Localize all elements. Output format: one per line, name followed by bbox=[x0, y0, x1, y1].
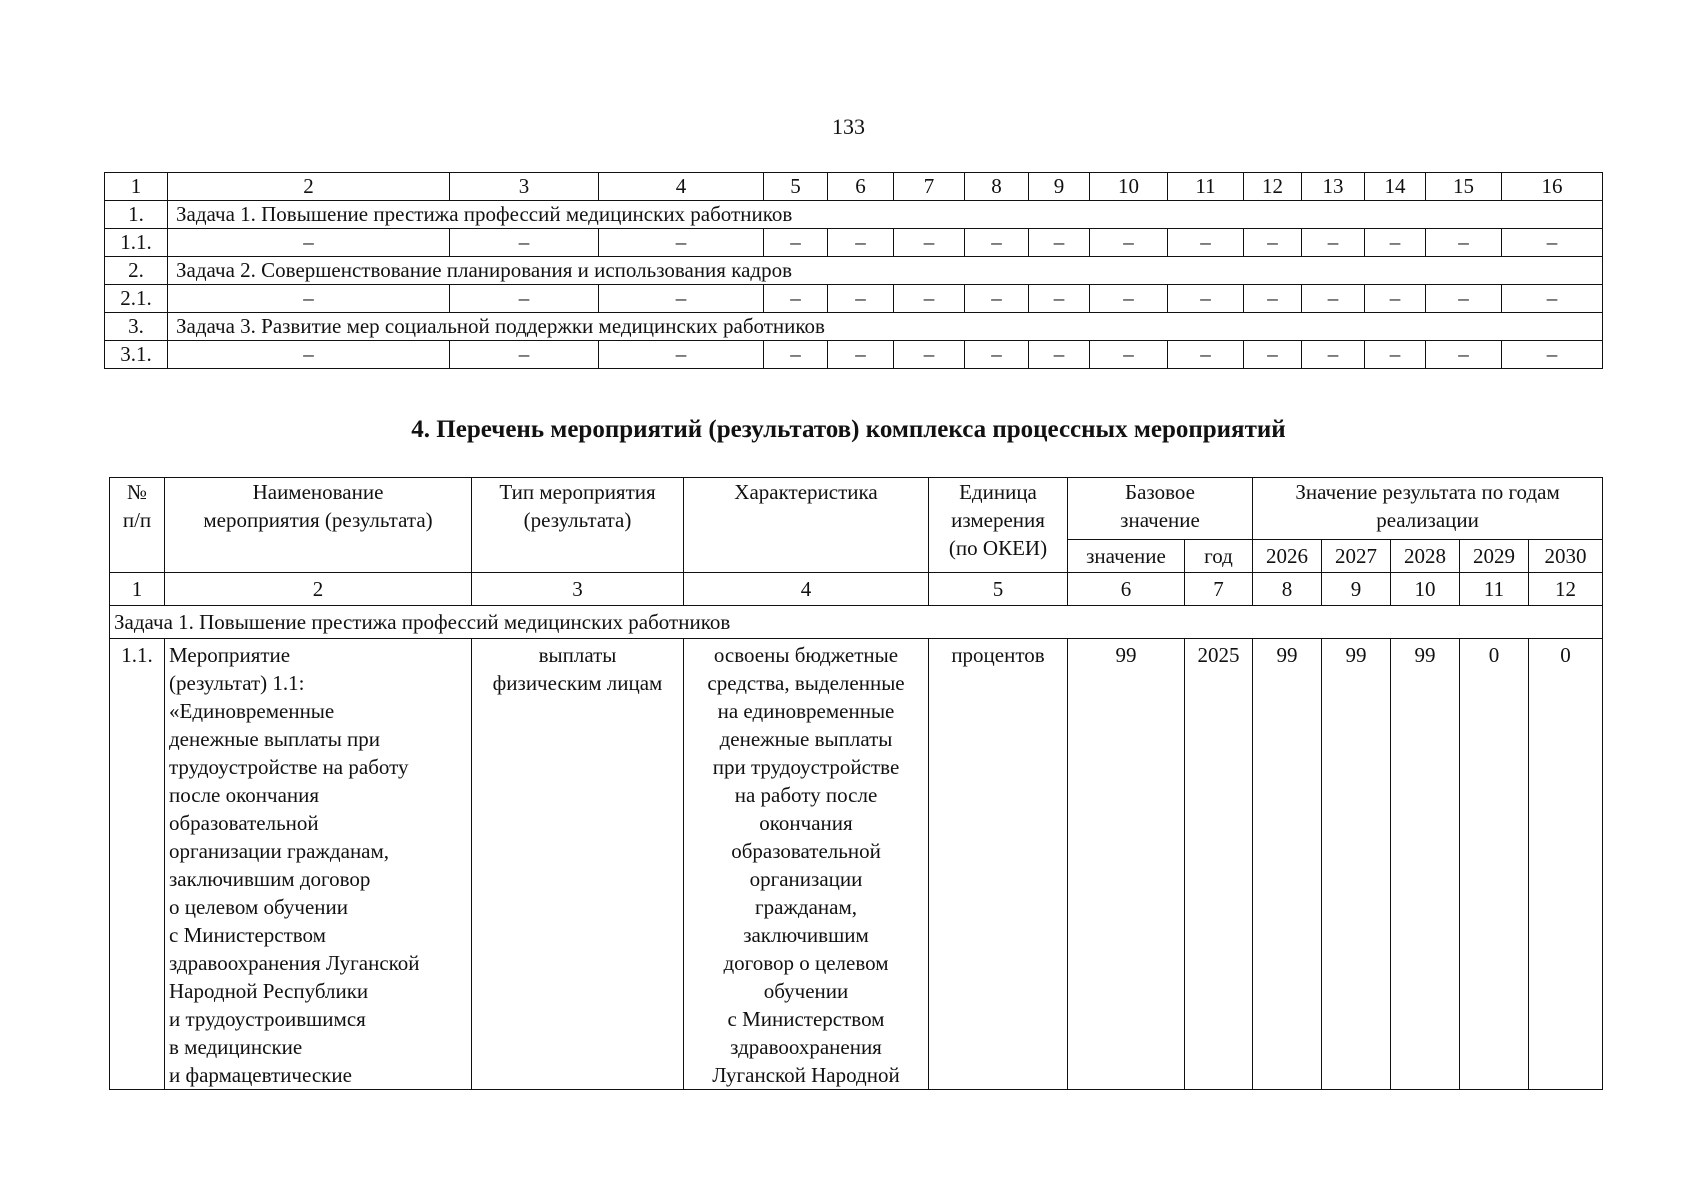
header-unit: Единица измерения (по ОКЕИ) bbox=[929, 478, 1068, 573]
dash-cell: – bbox=[1029, 341, 1090, 369]
header-base-value: значение bbox=[1068, 540, 1185, 573]
task-row bbox=[105, 201, 1603, 229]
dash-cell: – bbox=[1302, 285, 1365, 313]
text-line: освоены бюджетные bbox=[713, 643, 899, 667]
row-num: 1.1. bbox=[105, 229, 168, 257]
text-line: Луганской Народной bbox=[712, 1063, 900, 1087]
dash-cell: – bbox=[599, 285, 764, 313]
dash-cell: – bbox=[1365, 285, 1426, 313]
dash-cell: – bbox=[894, 341, 965, 369]
task-title: Задача 2. Совершенствование планирования и использования кадров bbox=[168, 257, 1603, 285]
text-line: Народной Республики bbox=[169, 979, 369, 1003]
row-num: 3.1. bbox=[105, 341, 168, 369]
indicators-table bbox=[104, 172, 1603, 369]
dash-cell: – bbox=[1426, 341, 1502, 369]
row-value-2029: 0 bbox=[1460, 639, 1529, 1090]
dash-cell: – bbox=[1090, 229, 1168, 257]
row-value-2028: 99 bbox=[1391, 639, 1460, 1090]
row-num: 2. bbox=[105, 257, 168, 285]
dash-cell: – bbox=[764, 285, 828, 313]
dash-cell: – bbox=[450, 285, 599, 313]
column-number: 12 bbox=[1529, 573, 1603, 606]
text-line: средства, выделенные bbox=[707, 671, 905, 695]
column-number: 10 bbox=[1090, 173, 1168, 201]
text-line: здравоохранения bbox=[730, 1035, 882, 1059]
column-number: 8 bbox=[1253, 573, 1322, 606]
table-row bbox=[105, 341, 1603, 369]
column-number: 1 bbox=[110, 573, 165, 606]
column-number: 11 bbox=[1460, 573, 1529, 606]
table-row bbox=[105, 229, 1603, 257]
task-title: Задача 1. Повышение престижа профессий медицинских работников bbox=[168, 201, 1603, 229]
text-line: трудоустройстве на работу bbox=[169, 755, 409, 779]
dash-cell: – bbox=[168, 285, 450, 313]
row-type bbox=[472, 639, 684, 1090]
row-num: 3. bbox=[105, 313, 168, 341]
row-num: 1.1. bbox=[110, 639, 165, 1090]
dash-cell: – bbox=[1426, 229, 1502, 257]
header-year: 2028 bbox=[1391, 540, 1460, 573]
dash-cell: – bbox=[168, 229, 450, 257]
text-line: и трудоустроившимся bbox=[169, 1007, 366, 1031]
row-characteristic bbox=[684, 639, 929, 1090]
dash-cell: – bbox=[1090, 285, 1168, 313]
row-unit: процентов bbox=[929, 639, 1068, 1090]
text-line: гражданам, bbox=[754, 895, 858, 919]
table-row bbox=[110, 639, 1603, 1090]
text-line: денежные выплаты при bbox=[169, 727, 381, 751]
dash-cell: – bbox=[1302, 229, 1365, 257]
column-number: 10 bbox=[1391, 573, 1460, 606]
dash-cell: – bbox=[1502, 229, 1603, 257]
text-line: образовательной bbox=[731, 839, 881, 863]
text-line: договор о целевом bbox=[723, 951, 889, 975]
text-line: на работу после bbox=[734, 783, 878, 807]
header-characteristic: Характеристика bbox=[684, 478, 929, 573]
header-year: 2027 bbox=[1322, 540, 1391, 573]
column-number: 11 bbox=[1168, 173, 1244, 201]
text-line: заключившим bbox=[743, 923, 869, 947]
dash-cell: – bbox=[828, 285, 894, 313]
dash-cell: – bbox=[450, 229, 599, 257]
row-num: 1. bbox=[105, 201, 168, 229]
dash-cell: – bbox=[450, 341, 599, 369]
measures-table bbox=[109, 477, 1603, 1090]
text-line: на единовременные bbox=[717, 699, 895, 723]
dash-cell: – bbox=[1502, 285, 1603, 313]
header-year: 2029 bbox=[1460, 540, 1529, 573]
dash-cell: – bbox=[1365, 341, 1426, 369]
dash-cell: – bbox=[1302, 341, 1365, 369]
task-title: Задача 3. Развитие мер социальной поддержки медицинских работников bbox=[168, 313, 1603, 341]
header-year: 2030 bbox=[1529, 540, 1603, 573]
column-number: 2 bbox=[168, 173, 450, 201]
row-base-year: 2025 bbox=[1185, 639, 1253, 1090]
column-number: 9 bbox=[1322, 573, 1391, 606]
dash-cell: – bbox=[828, 229, 894, 257]
dash-cell: – bbox=[599, 341, 764, 369]
text-line: физическим лицам bbox=[492, 671, 663, 695]
header-name: Наименование мероприятия (результата) bbox=[165, 478, 472, 573]
text-line: о целевом обучении bbox=[169, 895, 349, 919]
text-line: «Единовременные bbox=[169, 699, 335, 723]
dash-cell: – bbox=[828, 341, 894, 369]
column-number: 4 bbox=[599, 173, 764, 201]
dash-cell: – bbox=[1244, 341, 1302, 369]
column-number: 12 bbox=[1244, 173, 1302, 201]
text-line: организации гражданам, bbox=[169, 839, 390, 863]
header-type: Тип мероприятия (результата) bbox=[472, 478, 684, 573]
column-number: 16 bbox=[1502, 173, 1603, 201]
text-line: после окончания bbox=[169, 783, 320, 807]
column-number: 3 bbox=[450, 173, 599, 201]
text-line: обучении bbox=[763, 979, 849, 1003]
task-row bbox=[105, 313, 1603, 341]
column-number: 7 bbox=[1185, 573, 1253, 606]
row-value-2027: 99 bbox=[1322, 639, 1391, 1090]
text-line: денежные выплаты bbox=[719, 727, 893, 751]
task-row: Задача 1. Повышение престижа профессий медицинских работников bbox=[110, 606, 1603, 639]
text-line: организации bbox=[749, 867, 863, 891]
dash-cell: – bbox=[894, 285, 965, 313]
column-number: 1 bbox=[105, 173, 168, 201]
header-years-group: Значение результата по годам реализации bbox=[1253, 478, 1603, 540]
text-line: здравоохранения Луганской bbox=[169, 951, 420, 975]
header-base: Базовое значение bbox=[1068, 478, 1253, 540]
dash-cell: – bbox=[764, 341, 828, 369]
text-line: заключившим договор bbox=[169, 867, 371, 891]
column-number: 4 bbox=[684, 573, 929, 606]
dash-cell: – bbox=[1029, 285, 1090, 313]
dash-cell: – bbox=[1502, 341, 1603, 369]
dash-cell: – bbox=[599, 229, 764, 257]
column-number: 3 bbox=[472, 573, 684, 606]
task-row bbox=[105, 257, 1603, 285]
text-line: при трудоустройстве bbox=[712, 755, 900, 779]
column-number: 5 bbox=[929, 573, 1068, 606]
dash-cell: – bbox=[1168, 285, 1244, 313]
column-number: 7 bbox=[894, 173, 965, 201]
table-row bbox=[105, 285, 1603, 313]
column-number-row bbox=[105, 173, 1603, 201]
column-number-row bbox=[110, 573, 1603, 606]
dash-cell: – bbox=[168, 341, 450, 369]
dash-cell: – bbox=[1029, 229, 1090, 257]
dash-cell: – bbox=[1090, 341, 1168, 369]
row-value-2026: 99 bbox=[1253, 639, 1322, 1090]
column-number: 15 bbox=[1426, 173, 1502, 201]
column-number: 13 bbox=[1302, 173, 1365, 201]
dash-cell: – bbox=[894, 229, 965, 257]
column-number: 6 bbox=[828, 173, 894, 201]
row-base-value: 99 bbox=[1068, 639, 1185, 1090]
text-line: с Министерством bbox=[727, 1007, 885, 1031]
dash-cell: – bbox=[1426, 285, 1502, 313]
dash-cell: – bbox=[1244, 229, 1302, 257]
text-line: выплаты bbox=[538, 643, 617, 667]
row-name bbox=[165, 639, 472, 1090]
text-line: (результат) 1.1: bbox=[169, 671, 305, 695]
text-line: Мероприятие bbox=[169, 643, 291, 667]
page-number: 133 bbox=[832, 114, 865, 139]
dash-cell: – bbox=[1168, 341, 1244, 369]
text-line: образовательной bbox=[169, 811, 319, 835]
text-line: и фармацевтические bbox=[169, 1063, 352, 1087]
column-number: 9 bbox=[1029, 173, 1090, 201]
dash-cell: – bbox=[965, 229, 1029, 257]
header-base-year: год bbox=[1185, 540, 1253, 573]
row-value-2030: 0 bbox=[1529, 639, 1603, 1090]
dash-cell: – bbox=[764, 229, 828, 257]
dash-cell: – bbox=[1365, 229, 1426, 257]
text-line: с Министерством bbox=[169, 923, 326, 947]
dash-cell: – bbox=[965, 285, 1029, 313]
column-number: 2 bbox=[165, 573, 472, 606]
column-number: 8 bbox=[965, 173, 1029, 201]
column-number: 14 bbox=[1365, 173, 1426, 201]
column-number: 5 bbox=[764, 173, 828, 201]
dash-cell: – bbox=[1244, 285, 1302, 313]
row-num: 2.1. bbox=[105, 285, 168, 313]
dash-cell: – bbox=[965, 341, 1029, 369]
text-line: окончания bbox=[759, 811, 853, 835]
dash-cell: – bbox=[1168, 229, 1244, 257]
section-title: 4. Перечень мероприятий (результатов) комплекса процессных мероприятий bbox=[411, 416, 1286, 443]
header-year: 2026 bbox=[1253, 540, 1322, 573]
column-number: 6 bbox=[1068, 573, 1185, 606]
header-num: № п/п bbox=[110, 478, 165, 573]
text-line: в медицинские bbox=[169, 1035, 303, 1059]
